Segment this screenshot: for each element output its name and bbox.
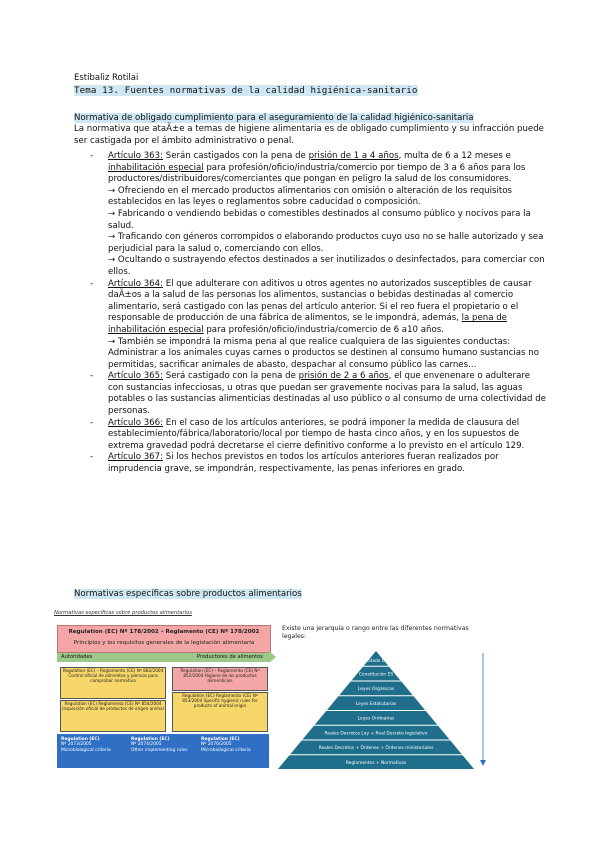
article-364-inhabilitation: la pena de inhabilitación especial	[108, 313, 507, 335]
list-item-article-366	[74, 418, 548, 453]
article-363-text-3: para profesión/oficio/industria/comercio por tiempo de 3 a 6 años para los productores/distribuidores/comerciantes que pongan en peligro la salud de los consumidores.	[108, 162, 526, 185]
regulation-2073-line1: Regulation (EC)	[61, 737, 100, 742]
regulation-2074-line3: Other implementing rules	[131, 747, 188, 753]
list-item-article-365	[74, 371, 548, 417]
pyramid-level-label-5: Leyes Ordinarias	[357, 716, 395, 722]
general-regulation-box	[57, 625, 271, 653]
arrow-label-authorities: Autoridades	[61, 654, 93, 660]
regulation-853-box: Regulation (EC) Reglamento (CE) Nº 853/2004 Specific hygienic rules for products of animal origin	[172, 692, 268, 732]
pyramid-level-label-6: Reales Decretos Ley + Real Decreto legislativo	[324, 731, 428, 737]
article-365-text-1: Será castigado con la pena de	[163, 371, 299, 382]
hierarchy-title: Existe una jerarquía o rango entre las diferentes normativas legales:	[282, 625, 469, 640]
article-363-bullet-2: → Fabricando o vendiendo bebidas o comestibles destinados al consumo público y nocivos para la salud.	[108, 208, 531, 231]
regulation-2074-line2: Nº 2074/2005	[131, 742, 162, 748]
article-365-label: Artículo 365:	[108, 371, 164, 382]
legal-hierarchy-diagram	[276, 625, 494, 771]
article-363-label: Artículo 363:	[108, 151, 164, 161]
article-363-text-1: Serán castigados con la pena de	[163, 151, 309, 161]
article-363-inhabilitation: inhabilitación especial	[108, 162, 204, 173]
hierarchy-arrow-icon	[480, 760, 486, 766]
pyramid-level-label-8: Reglamentos + Normativas	[345, 760, 407, 766]
pyramid-level-label-7: Reales Decretos + Órdenes + Órdenes ministeriales	[318, 746, 434, 752]
article-365-prison: prisión de 2 a 6 años	[298, 371, 389, 382]
section-heading-obligatory-text: Normativa de obligado cumplimiento para el aseguramiento de la calidad higiénico-sanitaria	[74, 113, 474, 123]
diagram-caption: Normativas específicas sobre productos alimentarios	[54, 610, 192, 616]
regulation-2073-col	[61, 737, 129, 753]
list-item-article-363	[74, 151, 548, 279]
article-367-text-1: Si los hechos previstos en todos los artículos anteriores fueran realizados por imprudencia grave, se impondrán, respectivamente, las penas inferiores en grado.	[108, 452, 499, 475]
regulation-2073-line3: Microbiological criteria	[61, 747, 111, 753]
list-item-article-364	[74, 279, 548, 372]
regulation-852-box: Regulation (EC) – Reglamento (CE) Nº 852/2004 Higiene de los productos alimenticios	[172, 667, 268, 691]
regulation-2076-line3: Microbiological criteria	[201, 747, 251, 753]
article-367-label: Artículo 367:	[108, 452, 164, 463]
regulation-882-box: Regulation (EC) – Reglamento (CE) Nº 882/2004 Control oficial de alimentos y piensos para comprobar normativa	[60, 667, 166, 699]
pyramid-chart	[276, 649, 494, 771]
regulation-2076-col	[201, 737, 269, 753]
section-heading-specific-text: Normativas específicas sobre productos alimentarios	[74, 589, 302, 599]
arrow-head-icon	[269, 651, 276, 663]
article-364-bullet-1: → También se impondrá la misma pena al que realice cualquiera de las siguientes conductas: Administrar a los animales cuyas carnes o productos se destinen al consumo humano sustancias no permitidas, sacrificar animales de abasto, despachar al consumo público las carnes…	[108, 336, 539, 370]
regulation-2074-line1: Regulation (EC)	[131, 737, 170, 742]
pyramid-level-label-4: Leyes Estatutarias	[355, 701, 397, 707]
pyramid-level-label-3: Leyes Orgánicas	[357, 687, 395, 693]
intro-paragraph: La normativa que ataÃ±e a temas de higiene alimentaria es de obligado cumplimiento y su infracción puede ser castigada por el ámbito administrativo o penal.	[74, 124, 544, 146]
article-365-text-2: , el que envenenare o adulterare con sustancias infecciosas, u otras que puedan ser gravemente nocivas para la salud, las aguas potables o las sustancias alimenticias destinadas al uso público o al consumo de urna colectividad de personas.	[108, 371, 546, 417]
articles-list	[74, 151, 548, 476]
pyramid-level-label-2: Constitución ES	[358, 672, 394, 678]
article-364-text-1: El que adulterare con aditivos u otros agentes no autorizados susceptibles de causar daÃ±os a la salud de las personas los alimentos, sustancias o bebidas destinadas al comercio alimentario, será castigado con las penas del artículo anterior. Si el reo fuera el propietario o el responsable de producción de una fábrica de alimentos, se le impondrá, además,	[108, 278, 532, 324]
regulation-854-box: Regulation (EC) Reglamento (CE) Nº 854/2004 Inspección oficial de productos de origen animal	[60, 700, 166, 732]
author-name: Estibaliz Rotilai	[74, 73, 139, 83]
section-heading-specific	[74, 589, 302, 600]
article-364-text-2: para profesión/oficio/industria/comercio de 6 a10 años.	[203, 324, 444, 335]
bullet-dash: -	[90, 371, 94, 382]
pyramid-level-label-1: Tratado UE	[364, 657, 388, 663]
implementing-regulations-box	[57, 734, 269, 768]
article-366-text-1: En el caso de los artículos anteriores, se podrá imponer la medida de clausura del establecimiento/fábrica/laboratorio/local por tiempo de hasta cinco años, y en los supuestos de extrema gravedad podrá decretarse el cierre definitivo conforme a lo previsto en el artículo 129.	[108, 417, 525, 451]
article-363-prison: prisión de 1 a 4 años	[308, 151, 399, 161]
eu-regulation-diagram	[54, 610, 271, 770]
list-item-article-367	[74, 452, 548, 475]
authorities-producers-arrow	[57, 653, 269, 662]
bullet-dash: -	[90, 151, 94, 161]
regulation-2074-col	[131, 737, 199, 753]
regulation-2076-line2: Nº 2076/2005	[201, 742, 232, 748]
regulation-2076-line1: Regulation (EC)	[201, 737, 240, 742]
section-heading-obligatory	[74, 113, 474, 124]
article-363-text-2: , multa de 6 a 12 meses e	[398, 151, 511, 161]
bullet-dash: -	[90, 417, 94, 428]
article-363-bullet-4: → Ocultando o sustrayendo efectos destinados a ser inutilizados o desinfectados, para comerciar con ellos.	[108, 255, 545, 277]
article-364-label: Artículo 364:	[108, 278, 164, 289]
bullet-dash: -	[90, 278, 94, 289]
page-title-text: Tema 13. Fuentes normativas de la calidad higiénica-sanitario	[74, 85, 418, 96]
general-regulation-subtitle: Principios y los requisitos generales de la legislación alimentaria	[73, 640, 255, 646]
general-regulation-title: Regulation (EC) Nº 178/2002 – Reglamento (CE) Nº 178/2002	[68, 629, 260, 635]
page-title	[74, 85, 540, 96]
bullet-dash: -	[90, 452, 94, 463]
regulation-2073-line2: Nº 2073/2005	[61, 742, 92, 748]
article-366-label: Artículo 366:	[108, 417, 164, 428]
arrow-label-producers: Productores de alimentos	[196, 654, 263, 660]
article-363-bullet-1: → Ofreciendo en el mercado productos alimentarios con omisión o alteración de los requisitos establecidos en las leyes o reglamentos sobre caducidad o composición.	[108, 185, 512, 208]
article-363-bullet-3: → Traficando con géneros corrompidos o elaborando productos cuyo uso no se halle autorizado y sea perjudicial para la salud o, comerciando con ellos.	[108, 232, 544, 254]
